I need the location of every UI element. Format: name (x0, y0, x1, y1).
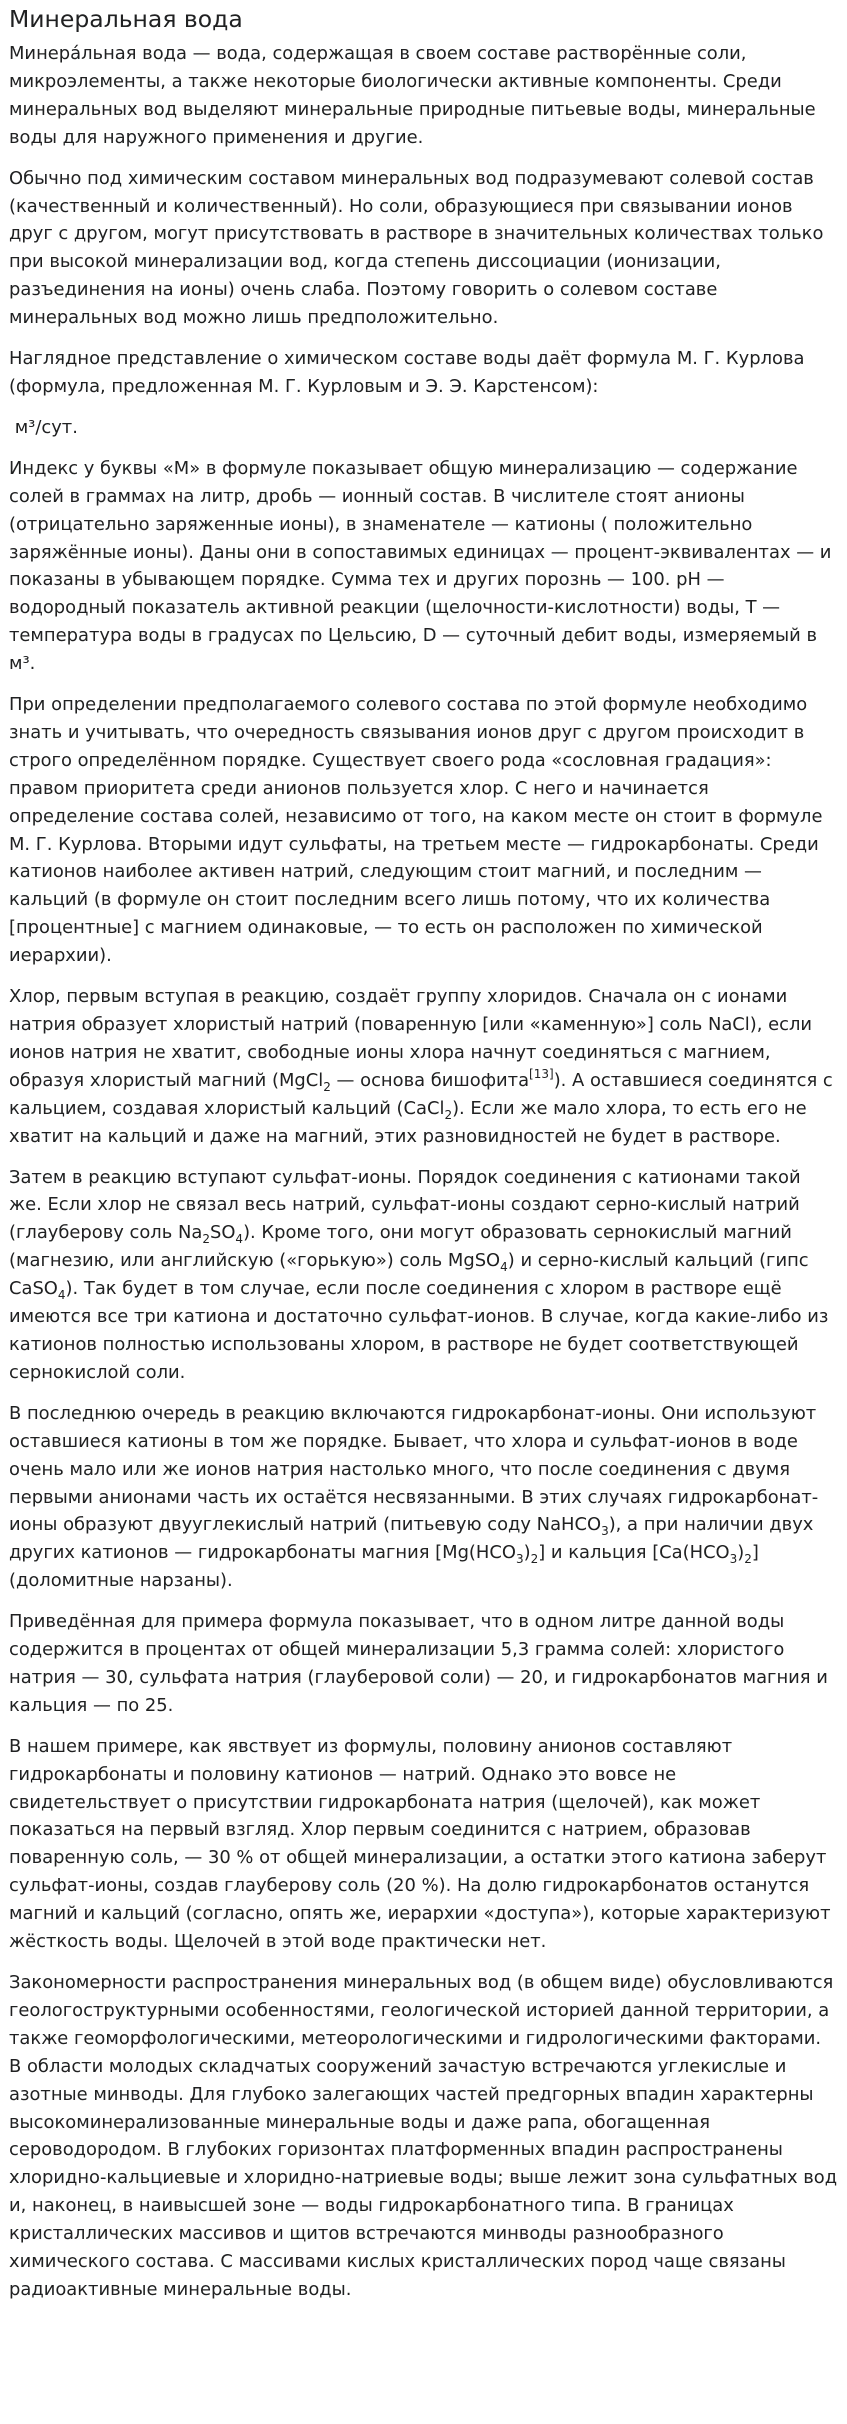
text-run: ). А оставшиеся соединятся с кальцием, создавая хлористый кальций (CaCl (9, 1069, 833, 1119)
reference-link[interactable]: [13] (529, 1066, 554, 1081)
subscript: 2 (444, 1107, 453, 1122)
text-run: Затем в реакцию вступают сульфат-ионы. Порядок соединения с катионами такой же. Если хлор не связал весь натрий, сульфат-ионы создают серно-кислый натрий (глауберову соль Na (9, 1166, 801, 1244)
paragraph-kurlov-formula-intro: Наглядное представление о химическом составе воды даёт формула М. Г. Курлова (формула, предложенная М. Г. Курловым и Э. Э. Карстенсом): (9, 348, 805, 397)
text-run: ). Кроме того, они могут образовать сернокислый магний (магнезию, или английскую («горькую») соль MgSO (9, 1222, 792, 1272)
paragraph-hydrocarbonates (9, 1400, 838, 1595)
subscript: 2 (202, 1232, 210, 1247)
subscript: 4 (500, 1260, 508, 1275)
subscript: 3 (601, 1524, 609, 1539)
text-run: ), а при наличии двух других катионов — гидрокарбонаты магния [Mg(HCO (9, 1514, 814, 1564)
text-run: ] и кальция [Ca(HCO (538, 1542, 730, 1564)
paragraph-chemical-composition: Обычно под химическим составом минеральных вод подразумевают солевой состав (качественный и количественный). Но соли, образующиеся при связывании ионов друг с другом, могут присутствовать в растворе в значительных количествах только при высокой минерализации вод, когда степень диссоциации (ионизации, разъединения на ионы) очень слаба. Поэтому говорить о солевом составе минеральных вод можно лишь предположительно. (9, 167, 824, 329)
paragraph-example-formula: Приведённая для примера формула показывает, что в одном литре данной воды содержится в процентах от общей минерализации 5,3 грамма солей: хлористого натрия — 30, сульфата натрия (глауберовой соли) — 20, и гидрокарбонатов магния и кальция — по 25. (9, 1611, 828, 1716)
text-run: В последнюю очередь в реакцию включаются гидрокарбонат-ионы. Они используют оставшиеся катионы в том же порядке. Бывает, что хлора и сульфат-ионов в воде очень мало или же ионов натрия настолько много, что после соединения с двумя первыми анионами часть их остаётся несвязанными. В этих случаях гидрокарбонат-ионы образуют двууглекислый натрий (питьевую соду NaHCO (9, 1402, 819, 1536)
paragraph-example-analysis: В нашем примере, как явствует из формулы, половину анионов составляют гидрокарбонаты и половину катионов — натрий. Однако это вовсе не свидетельствует о присутствии гидрокарбоната натрия (щелочей), как может показаться на первый взгляд. Хлор первым соединится с натрием, образовав поваренную соль, — 30 % от общей минерализации, а остатки этого катиона заберут сульфат-ионы, создав глауберову соль (20 %). На долю гидрокарбонатов останутся магний и кальций (согласно, опять же, иерархии «доступа»), которые характеризуют жёсткость воды. Щелочей в этой воде практически нет. (9, 1735, 831, 1953)
subscript: 2 (744, 1552, 752, 1567)
paragraph-formula-explanation: Индекс у буквы «М» в формуле показывает общую минерализацию — содержание солей в граммах на литр, дробь — ионный состав. В числителе стоят анионы (отрицательно заряженные ионы), в знаменателе — катионы ( положительно заряжённые ионы). Даны они в сопоставимых единицах — процент-эквивалентах — и показаны в убывающем порядке. Сумма тех и других порознь — 100. pH — водородный показатель активной реакции (щелочности-кислотности) воды, T — температура воды в градусах по Цельсию, D — суточный дебит воды, измеряемый в м³. (9, 457, 832, 675)
text-run: ). Так будет в том случае, если после соединения с хлором в растворе ещё имеются все три катиона и достаточно сульфат-ионов. В случае, когда какие-либо из катионов полностью использованы хлором, в растворе не будет соответствующей сернокислой соли. (9, 1278, 829, 1383)
paragraph-distribution: Закономерности распространения минеральных вод (в общем виде) обусловливаются геологоструктурными особенностями, геологической историей данной территории, а также геоморфологическими, метеорологическими и гидрологическими факторами. В области молодых складчатых сооружений зачастую встречаются углекислые и азотные минводы. Для глубоко залегающих частей предгорных впадин характерны высокоминерализованные минеральные воды и даже рапа, обогащенная сероводородом. В глубоких горизонтах платформенных впадин распространены хлоридно-кальциевые и хлоридно-натриевые воды; выше лежит зона сульфатных вод и, наконец, в наивысшей зоне — воды гидрокарбонатного типа. В границах кристаллических массивов и щитов встречаются минводы разнообразного химического состава. С массивами кислых кристаллических пород чаще связаны радиоактивные минеральные воды. (9, 1972, 838, 2300)
paragraph-chlorides (9, 983, 838, 1150)
subscript: 2 (323, 1079, 331, 1094)
subscript: 3 (515, 1552, 524, 1567)
text-run: ) (737, 1542, 745, 1564)
page-title: Минеральная вода (9, 5, 243, 33)
text-run: SO (209, 1222, 236, 1244)
paragraph-ion-binding-order: При определении предполагаемого солевого состава по этой формуле необходимо знать и учитывать, что очередность связывания ионов друг с другом происходит в строго определённом порядке. Существует своего рода «сословная градация»: правом приоритета среди анионов пользуется хлор. С него и начинается определение состава солей, независимо от того, на каком месте он стоит в формуле М. Г. Курлова. Вторыми идут сульфаты, на третьем месте — гидрокарбонаты. Среди катионов наиболее активен натрий, следующим стоит магний, и последним — кальций (в формуле он стоит последним всего лишь потому, что их количества [процентные] с магнием одинаковые, — то есть он расположен по химической иерархии). (9, 694, 823, 967)
text-run: Хлор, первым вступая в реакцию, создаёт группу хлоридов. Сначала он с ионами натрия образует хлористый натрий (поваренную [или «каменную»] соль NaCl), если ионов натрия не хватит, свободные ионы хлора начнут соединяться с магнием, образуя хлористый магний (MgCl (9, 986, 813, 1091)
text-run: ) (523, 1542, 531, 1564)
paragraph-formula-unit: м³/сут. (9, 416, 78, 438)
paragraph-sulfates (9, 1164, 838, 1387)
paragraph-intro: Минера́льная вода — вода, содержащая в своем составе растворённые соли, микроэлементы, а также некоторые биологически активные компоненты. Среди минеральных вод выделяют минеральные природные питьевые воды, минеральные воды для наружного применения и другие. (9, 43, 816, 148)
text-run: ) и серно-кислый кальций (гипс CaSO (9, 1250, 809, 1300)
subscript: 3 (729, 1552, 738, 1567)
subscript: 4 (57, 1288, 66, 1303)
subscript: 2 (530, 1552, 539, 1567)
text-run: ] (доломитные нарзаны). (9, 1542, 759, 1592)
text-run: — основа бишофита (330, 1069, 530, 1091)
subscript: 4 (235, 1232, 244, 1247)
text-run: ). Если же мало хлора, то есть его не хватит на кальций и даже на магний, этих разновидностей не будет в растворе. (9, 1097, 807, 1147)
